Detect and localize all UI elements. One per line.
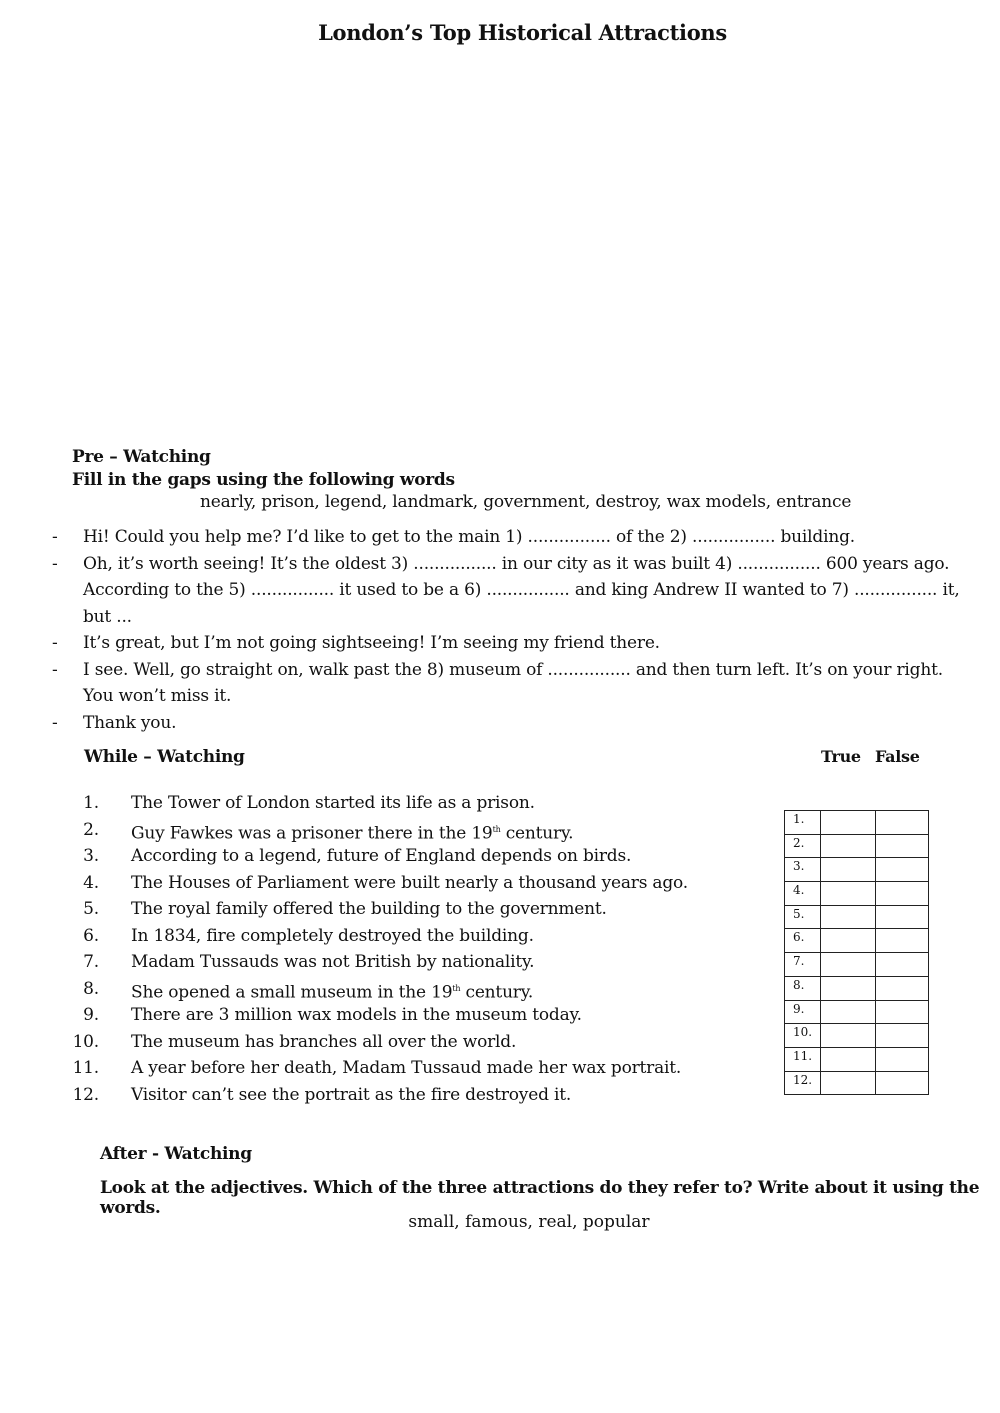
statement-text-main: In 1834, fire completely destroyed the building. <box>131 925 534 946</box>
statement-number: 10. <box>72 1031 99 1052</box>
statement-text <box>131 1002 582 1029</box>
statement-number: 12. <box>72 1084 99 1105</box>
dialogue-text: I see. Well, go straight on, walk past the 8) museum of ................ and then turn left. It’s on your right. You won’t miss it. <box>83 659 943 706</box>
true-answer-cell[interactable] <box>821 1000 876 1024</box>
statement-number: 4. <box>83 872 99 893</box>
false-answer-cell[interactable] <box>876 953 929 977</box>
true-answer-cell[interactable] <box>821 976 876 1000</box>
dialogue-dash: - <box>52 633 58 653</box>
statement-text-main: The museum has branches all over the world. <box>131 1031 517 1052</box>
answer-row-number: 1. <box>785 811 821 835</box>
statement-text <box>131 923 534 950</box>
statement-text <box>131 1055 681 1082</box>
dialogue-text: Oh, it’s worth seeing! It’s the oldest 3) ................ in our city as it was built 4) ................ 600 years ago. According to the 5) ................ it used to be a 6) ................ and king Andrew II wanted to 7) ................ it, but ... <box>83 553 960 627</box>
statement-text <box>131 870 688 897</box>
dialogue-text: It’s great, but I’m not going sightseeing! I’m seeing my friend there. <box>83 633 660 653</box>
statement-number: 8. <box>83 978 99 999</box>
answer-row <box>785 976 929 1000</box>
dialogue-line <box>0 551 978 631</box>
answer-row <box>785 905 929 929</box>
true-answer-cell[interactable] <box>821 858 876 882</box>
answer-row-number: 6. <box>785 929 821 953</box>
statement-text-after: century. <box>500 823 574 844</box>
statement-text <box>131 1029 516 1056</box>
true-answer-cell[interactable] <box>821 811 876 835</box>
dialogue-line <box>0 630 978 657</box>
answer-row <box>785 811 929 835</box>
false-answer-cell[interactable] <box>876 882 929 906</box>
statement-number: 6. <box>83 925 99 946</box>
statement-text-main: The Tower of London started its life as a prison. <box>131 793 535 813</box>
false-answer-cell[interactable] <box>876 1047 929 1071</box>
pre-watching-instruction: Fill in the gaps using the following words <box>72 470 455 490</box>
false-answer-cell[interactable] <box>876 834 929 858</box>
while-watching-heading: While – Watching <box>84 747 245 767</box>
statement-text-main: According to a legend, future of England depends on birds. <box>131 846 632 866</box>
statement-number: 9. <box>83 1005 99 1025</box>
statement-text-main: The royal family offered the building to the government. <box>131 899 607 919</box>
answer-table <box>784 810 929 1095</box>
statement-text <box>131 843 631 870</box>
dialogue <box>0 524 1000 736</box>
dialogue-text: Hi! Could you help me? I’d like to get to the main 1) ................ of the 2) ................ building. <box>83 527 855 547</box>
statement-text <box>131 949 534 976</box>
answer-row-number: 7. <box>785 953 821 977</box>
false-column-header: False <box>875 747 920 766</box>
statement-text-main: She opened a small museum in the 19 <box>131 982 453 1003</box>
statement-number: 1. <box>83 793 99 813</box>
dialogue-dash: - <box>52 527 58 547</box>
answer-row-number: 9. <box>785 1000 821 1024</box>
dialogue-line <box>0 657 978 710</box>
page-title: London’s Top Historical Attractions <box>318 20 727 45</box>
answer-row-number: 3. <box>785 858 821 882</box>
answer-row <box>785 953 929 977</box>
statement-number: 3. <box>83 846 99 866</box>
statement-text-main: Guy Fawkes was a prisoner there in the 19 <box>131 823 493 844</box>
true-answer-cell[interactable] <box>821 905 876 929</box>
answer-row <box>785 858 929 882</box>
statement-text-after: century. <box>460 982 534 1003</box>
true-answer-cell[interactable] <box>821 953 876 977</box>
answer-row-number: 12. <box>785 1071 821 1095</box>
answer-row-number: 5. <box>785 905 821 929</box>
statement-number: 5. <box>83 899 99 919</box>
dialogue-dash: - <box>52 553 58 574</box>
dialogue-dash: - <box>52 659 58 680</box>
answer-row <box>785 1000 929 1024</box>
true-answer-cell[interactable] <box>821 1024 876 1048</box>
answer-row-number: 8. <box>785 976 821 1000</box>
answer-row <box>785 929 929 953</box>
true-answer-cell[interactable] <box>821 882 876 906</box>
statement-text-main: A year before her death, Madam Tussaud made her wax portrait. <box>131 1058 682 1078</box>
statement-text-main: Visitor can’t see the portrait as the fire destroyed it. <box>131 1084 572 1105</box>
answer-row <box>785 834 929 858</box>
false-answer-cell[interactable] <box>876 1071 929 1095</box>
answer-row <box>785 1071 929 1095</box>
statement-text <box>131 790 535 817</box>
dialogue-line <box>0 524 978 551</box>
answer-row-number: 2. <box>785 834 821 858</box>
statement-number: 2. <box>83 819 99 840</box>
false-answer-cell[interactable] <box>876 1000 929 1024</box>
true-column-header: True <box>821 747 861 766</box>
dialogue-line <box>0 710 978 737</box>
true-answer-cell[interactable] <box>821 1047 876 1071</box>
false-answer-cell[interactable] <box>876 905 929 929</box>
true-answer-cell[interactable] <box>821 929 876 953</box>
true-answer-cell[interactable] <box>821 1071 876 1095</box>
after-watching-heading: After - Watching <box>100 1144 252 1164</box>
word-bank: nearly, prison, legend, landmark, government, destroy, wax models, entrance <box>200 492 852 512</box>
true-answer-cell[interactable] <box>821 834 876 858</box>
statement-superscript: th <box>492 824 501 834</box>
false-answer-cell[interactable] <box>876 929 929 953</box>
answer-row <box>785 882 929 906</box>
statement-text-main: There are 3 million wax models in the museum today. <box>131 1005 582 1025</box>
false-answer-cell[interactable] <box>876 976 929 1000</box>
dialogue-text: Thank you. <box>83 712 177 733</box>
false-answer-cell[interactable] <box>876 1024 929 1048</box>
answer-row <box>785 1024 929 1048</box>
statement-number: 11. <box>72 1058 99 1078</box>
false-answer-cell[interactable] <box>876 858 929 882</box>
statement-text-main: Madam Tussauds was not British by nationality. <box>131 952 535 972</box>
statement-number: 7. <box>83 952 99 972</box>
answer-row <box>785 1047 929 1071</box>
statement-superscript: th <box>452 983 461 993</box>
adjective-list: small, famous, real, popular <box>408 1212 650 1232</box>
answer-row-number: 11. <box>785 1047 821 1071</box>
pre-watching-heading: Pre – Watching <box>72 447 211 467</box>
answer-row-number: 10. <box>785 1024 821 1048</box>
statement-text-main: The Houses of Parliament were built nearly a thousand years ago. <box>131 872 688 893</box>
statement-text <box>131 1082 571 1109</box>
false-answer-cell[interactable] <box>876 811 929 835</box>
answer-row-number: 4. <box>785 882 821 906</box>
statement-text <box>131 896 607 923</box>
after-watching-instruction: Look at the adjectives. Which of the three attractions do they refer to? Write about it using the words. <box>100 1178 980 1218</box>
dialogue-dash: - <box>52 712 58 733</box>
